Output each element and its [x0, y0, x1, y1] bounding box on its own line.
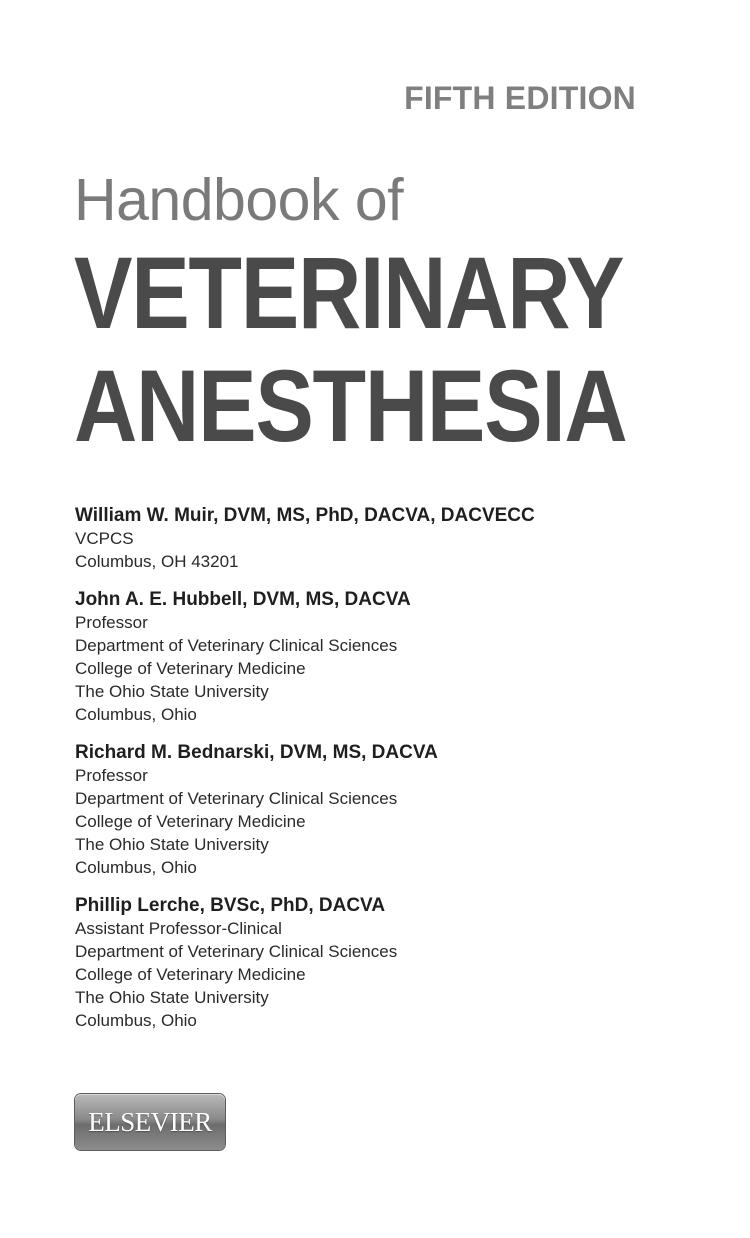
- author-list: [75, 504, 715, 1047]
- author-block: [75, 588, 715, 726]
- author-block: [75, 741, 715, 879]
- title-prefix: Handbook of: [74, 167, 404, 233]
- author-block: [75, 504, 715, 573]
- affiliation-line: College of Veterinary Medicine: [75, 965, 306, 984]
- affiliation-line: College of Veterinary Medicine: [75, 659, 306, 678]
- affiliation-line: Columbus, OH 43201: [75, 552, 239, 571]
- affiliation-line: Professor: [75, 613, 148, 632]
- author-name: Phillip Lerche, BVSc, PhD, DACVA: [75, 895, 386, 916]
- affiliation-line: Columbus, Ohio: [75, 705, 197, 724]
- affiliation-line: Department of Veterinary Clinical Sciences: [75, 942, 398, 961]
- author-name: John A. E. Hubbell, DVM, MS, DACVA: [75, 589, 411, 610]
- affiliation-line: Columbus, Ohio: [75, 1011, 197, 1030]
- author-name: Richard M. Bednarski, DVM, MS, DACVA: [75, 742, 438, 763]
- affiliation-line: Professor: [75, 766, 148, 785]
- affiliation-line: VCPCS: [75, 529, 134, 548]
- affiliation-line: The Ohio State University: [75, 835, 269, 854]
- title-line-2: ANESTHESIA: [74, 349, 627, 463]
- elsevier-logo: [75, 1094, 225, 1150]
- edition-label: FIFTH EDITION: [404, 80, 636, 116]
- author-name: William W. Muir, DVM, MS, PhD, DACVA, DACVECC: [75, 505, 535, 526]
- title-line-1: VETERINARY: [74, 236, 624, 350]
- affiliation-line: Department of Veterinary Clinical Sciences: [75, 789, 398, 808]
- affiliation-line: Department of Veterinary Clinical Sciences: [75, 636, 398, 655]
- affiliation-line: Columbus, Ohio: [75, 858, 197, 877]
- affiliation-line: College of Veterinary Medicine: [75, 812, 306, 831]
- logo-text: ELSEVIER: [88, 1106, 212, 1137]
- affiliation-line: The Ohio State University: [75, 682, 269, 701]
- affiliation-line: Assistant Professor-Clinical: [75, 919, 282, 938]
- affiliation-line: The Ohio State University: [75, 988, 269, 1007]
- author-block: [75, 894, 715, 1032]
